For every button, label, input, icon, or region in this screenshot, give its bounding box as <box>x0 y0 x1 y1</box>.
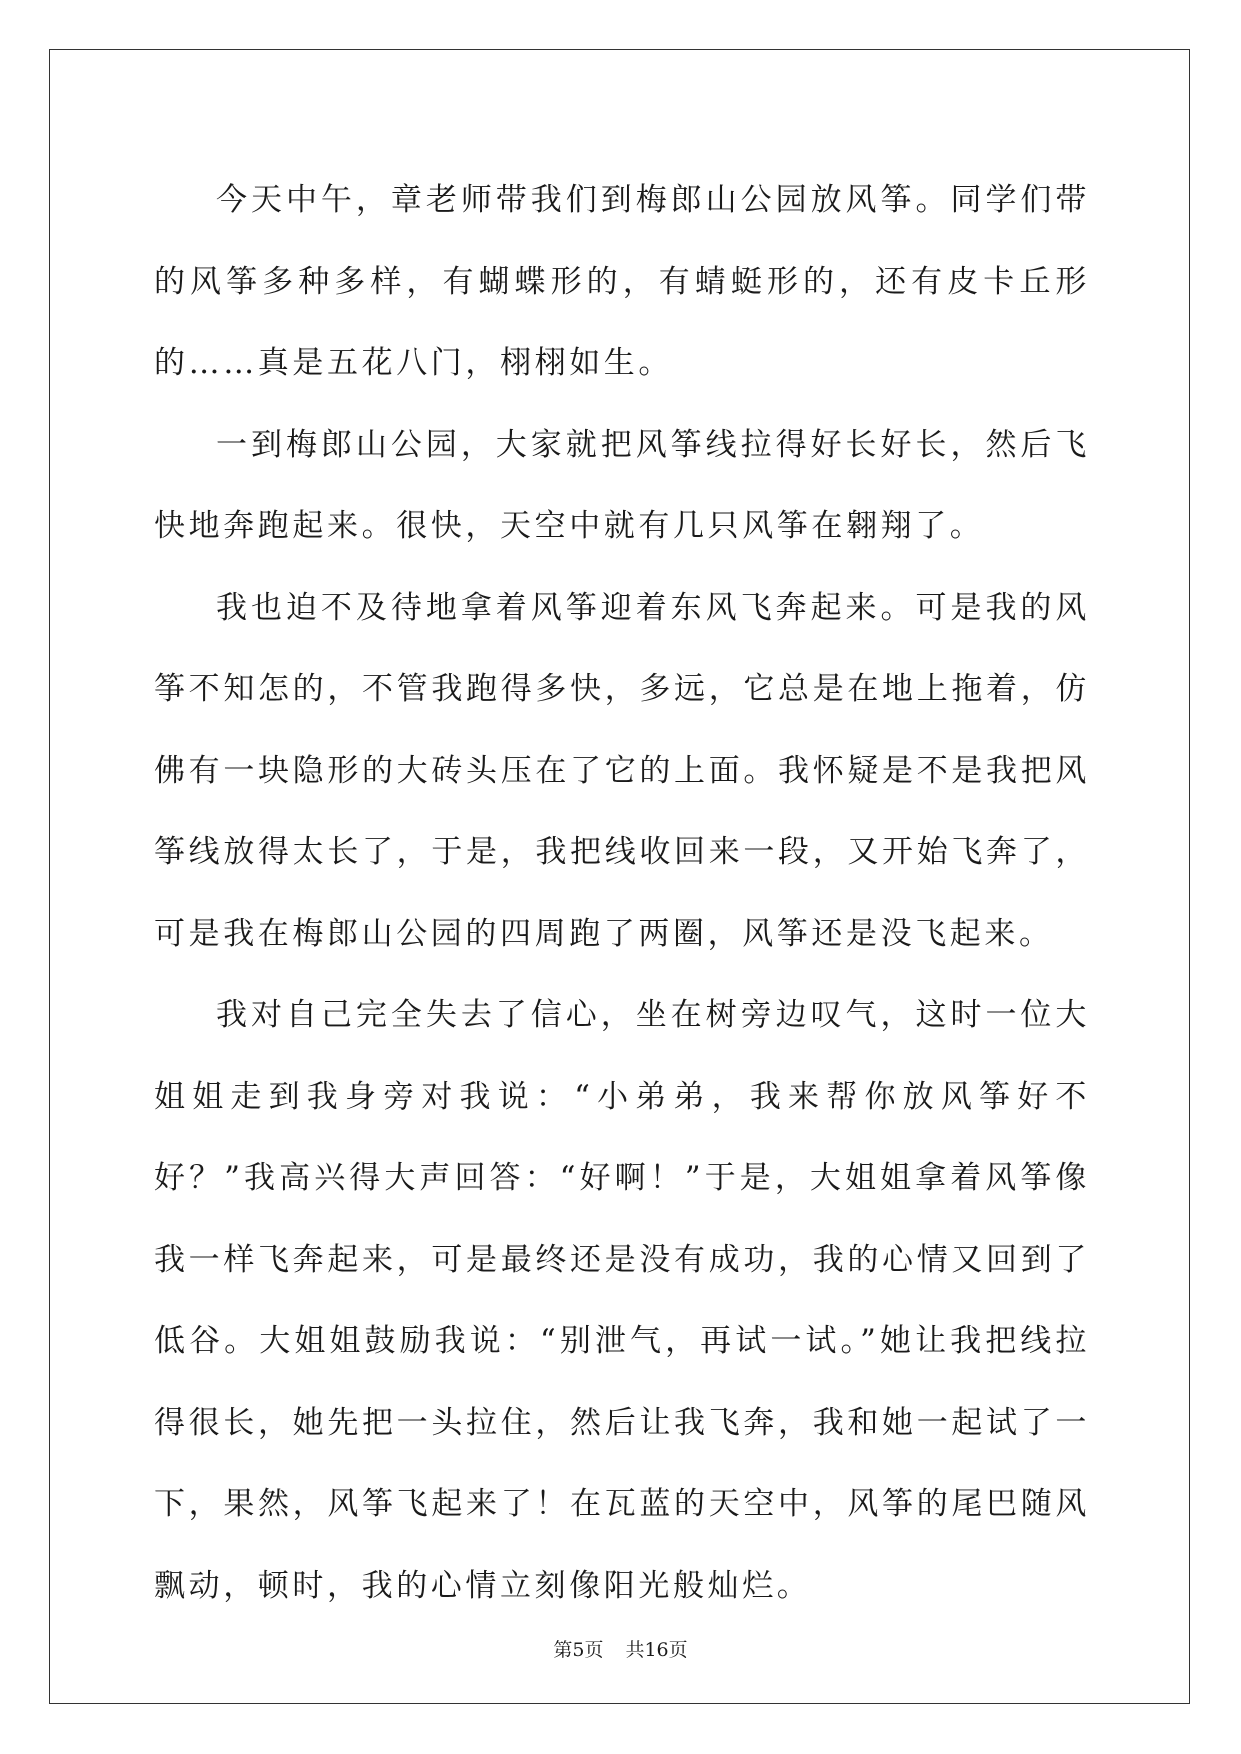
paragraph: 一到梅郎山公园，大家就把风筝线拉得好长好长，然后飞快地奔跑起来。很快，天空中就有几只风筝在翱翔了。 <box>154 426 1090 544</box>
page-number: 第5页 <box>553 1639 604 1661</box>
document-body <box>154 160 1090 1627</box>
paragraph: 今天中午，章老师带我们到梅郎山公园放风筝。同学们带的风筝多种多样，有蝴蝶形的，有蜻蜓形的，还有皮卡丘形的……真是五花八门，栩栩如生。 <box>154 182 1090 381</box>
paragraph: 我也迫不及待地拿着风筝迎着东风飞奔起来。可是我的风筝不知怎的，不管我跑得多快，多远，它总是在地上拖着，仿佛有一块隐形的大砖头压在了它的上面。我怀疑是不是我把风筝线放得太长了，于是，我把线收回来一段，又开始飞奔了，可是我在梅郎山公园的四周跑了两圈，风筝还是没飞起来。 <box>154 589 1090 952</box>
page-footer <box>0 1638 1241 1662</box>
paragraph: 我对自己完全失去了信心，坐在树旁边叹气，这时一位大姐姐走到我身旁对我说：“小弟弟，我来帮你放风筝好不好？”我高兴得大声回答：“好啊！”于是，大姐姐拿着风筝像我一样飞奔起来，可是最终还是没有成功，我的心情又回到了低谷。大姐姐鼓励我说：“别泄气，再试一试。”她让我把线拉得很长，她先把一头拉住，然后让我飞奔，我和她一起试了一下，果然，风筝飞起来了！在瓦蓝的天空中，风筝的尾巴随风飘动，顿时，我的心情立刻像阳光般灿烂。 <box>154 997 1090 1604</box>
page-total: 共16页 <box>625 1639 688 1661</box>
